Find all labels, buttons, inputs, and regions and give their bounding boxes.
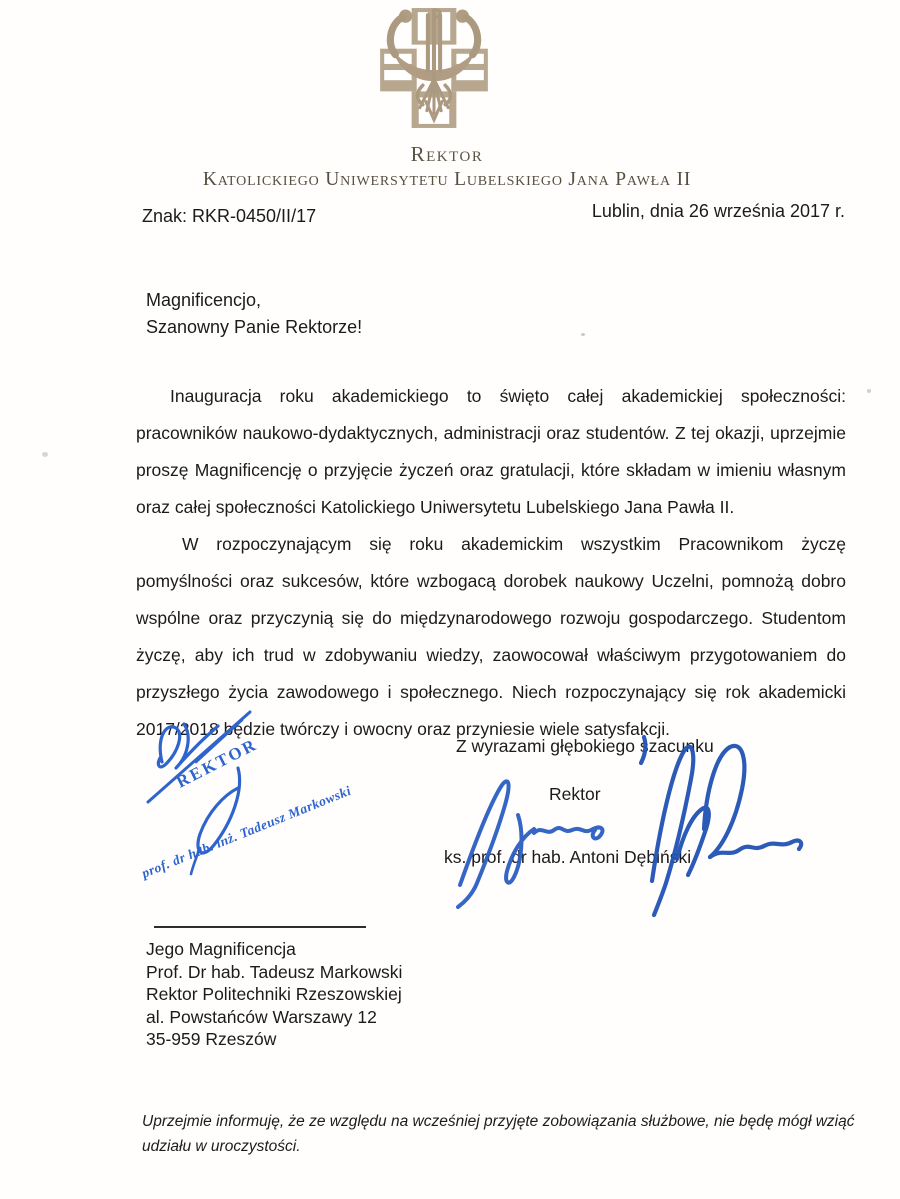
letter-body [136, 378, 846, 748]
salutation-line-2: Szanowny Panie Rektorze! [146, 317, 363, 337]
recipient-address [146, 938, 402, 1051]
signer-name: ks. prof. dr hab. Antoni Dębiński [444, 847, 692, 867]
letterhead-title: Rektor [410, 142, 484, 166]
footnote: Uprzejmie informuję, że ze względu na wcześniej przyjęte zobowiązania służbowe, nie będę mógł wziąć udziału w uroczystości. [142, 1113, 855, 1155]
body-paragraph-2: W rozpoczynającym się roku akademickim wszystkim Pracownikom życzę pomyślności oraz sukcesów, które wzbogacą dorobek naukowy Uczelni, pomnożą dobro wspólne oraz przyczynią się do międzynarodowego rozwoju gospodarczego. Studentom życzę, aby ich trud w zdobywaniu wiedzy, zaowocował właściwym przygotowaniem do przyszłego życia zawodowego i społecznego. Niech rozpoczynający się rok akademicki 2017/2018 będzie twórczy i owocny oraz przyniesie wiele satysfakcji. [136, 534, 846, 739]
scan-speck [581, 333, 585, 336]
stamp-title-text: REKTOR [173, 734, 261, 792]
body-paragraph-1: Inauguracja roku akademickiego to święto całej akademickiej społeczności: pracowników naukowo-dydaktycznych, administracji oraz studentów. Z tej okazji, uprzejmie proszę Magnificencję o przyjęcie życzeń oraz gratulacji, które składam w imieniu własnym oraz całej społeczności Katolickiego Uniwersytetu Lubelskiego Jana Pawła II. [136, 386, 846, 517]
recipient-line: Jego Magnificencja [146, 939, 296, 959]
salutation [146, 287, 362, 341]
valediction: Z wyrazami głębokiego szacunku [456, 736, 714, 756]
letterhead-subtitle: Katolickiego Uniwersytetu Lubelskiego Jana Pawła II [202, 169, 692, 190]
recipient-line: Prof. Dr hab. Tadeusz Markowski [146, 961, 403, 982]
rector-stamp-icon [126, 698, 431, 903]
salutation-line-1: Magnificencjo, [146, 290, 262, 310]
recipient-line: 35-959 Rzeszów [146, 1029, 277, 1049]
recipient-divider [154, 926, 366, 928]
date-line: Lublin, dnia 26 września 2017 r. [591, 201, 845, 221]
reference-number: Znak: RKR-0450/II/17 [142, 206, 317, 226]
recipient-line: Rektor Politechniki Rzeszowskiej [146, 984, 402, 1004]
stamp-name-text: prof. dr hab. inż. Tadeusz Markowski [139, 782, 354, 881]
scan-speck [42, 452, 48, 457]
signer-title: Rektor [549, 784, 601, 804]
recipient-line: al. Powstańców Warszawy 12 [146, 1006, 377, 1027]
kul-emblem-icon [378, 6, 490, 130]
scan-speck [867, 389, 871, 393]
handwritten-signature-icon [452, 733, 872, 918]
